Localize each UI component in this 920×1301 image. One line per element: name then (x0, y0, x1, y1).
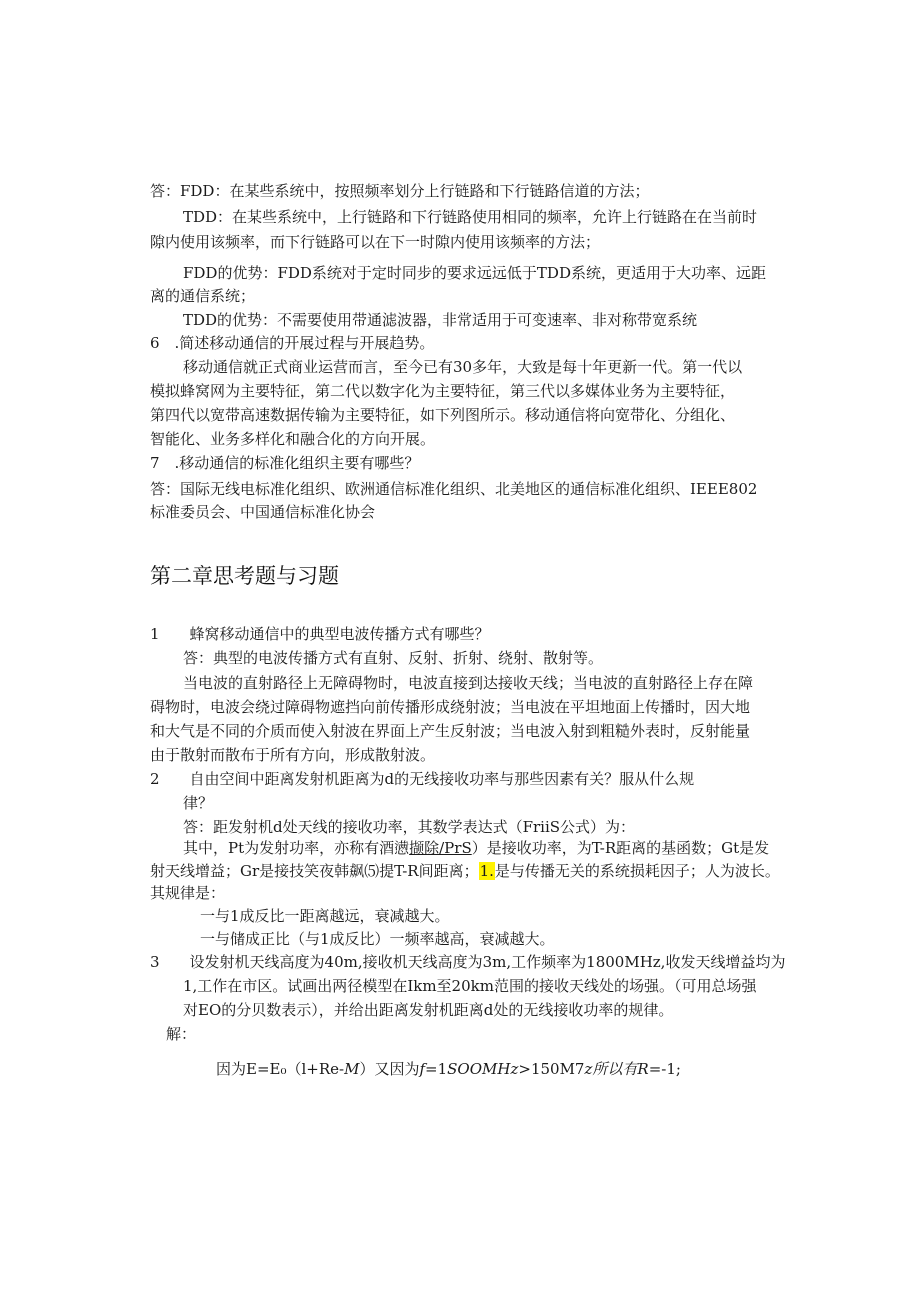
ch2-question-1: 1 蜂窝移动通信中的典型电波传播方式有哪些？ (150, 625, 490, 643)
ch2-q2-rule-label: 其规律是： (150, 884, 226, 902)
fdd-answer: 答：FDD：在某些系统中，按照频率划分上行链路和下行链路信道的方法； (150, 182, 650, 200)
ch2-question-3-line2: 1,工作在市区。试画出两径模型在Ikm至20km范围的接收天线处的场强。（可用总场强 (183, 977, 757, 995)
formula-part-b: ）又因为 (359, 1060, 420, 1078)
q6-answer-line3: 第四代以宽带高速数据传输为主要特征，如下列图所示。移动通信将向宽带化、分组化、 (150, 406, 736, 424)
ch2-q1-detail-line4: 由于散射而散布于所有方向，形成散射波。 (150, 746, 436, 764)
ch2-q2-answer: 答：距发射机d处天线的接收功率，其数学表达式（FriiS公式）为： (183, 818, 636, 836)
formula-part-c: =1 (425, 1060, 448, 1078)
q6-answer-line1: 移动通信就正式商业运营而言，至今已有30多年，大致是每十年更新一代。第一代以 (183, 358, 743, 376)
q7-answer-line1: 答：国际无线电标准化组织、欧洲通信标准化组织、北美地区的通信标准化组织、IEEE802 (150, 480, 758, 498)
ch2-q2-where (183, 838, 769, 858)
q6-answer-line2: 模拟蜂窝网为主要特征，第二代以数字化为主要特征，第三代以多媒体业务为主要特征， (150, 382, 736, 400)
ch2-question-3-line3: 对EO的分贝数表示），并给出距离发射机距离d处的无线接收功率的规律。 (183, 1001, 674, 1019)
tdd-advantage: TDD的优势：不需要使用带通滤波器，非常适用于可变速率、非对称带宽系统 (183, 311, 698, 329)
ch2-q1-detail-line1: 当电波的直射路径上无障碍物时，电波直接到达接收天线；当电波的直射路径上存在障 (183, 674, 754, 692)
ch2-q2-rule-2: 一与储成正比（与1成反比）一频率越高，衰减越大。 (200, 930, 555, 948)
formula-italic-3: SOOMHz (447, 1060, 519, 1078)
question-7: 7 .移动通信的标准化组织主要有哪些？ (150, 454, 420, 472)
ch2-question-3-line1: 3 设发射机天线高度为40m,接收机天线高度为3m,工作频率为1800MHz,收发天线增益均为 (150, 953, 786, 971)
ch2-q1-detail-line3: 和大气是不同的介质而使入射波在界面上产生反射波；当电波入射到粗糙外表时，反射能量 (150, 722, 751, 740)
q7-answer-line2: 标准委员会、中国通信标准化协会 (150, 503, 376, 521)
formula-italic-2: f (419, 1060, 426, 1078)
q6-answer-line4: 智能化、业务多样化和融合化的方向开展。 (150, 430, 436, 448)
formula-italic-4: z所以有R (584, 1060, 649, 1078)
ch2-q3-formula (216, 1059, 681, 1079)
ch2-q2-gain-part1: 射天线增益；Gr是接技笑夜韩飙⑸提T-R间距离； (150, 862, 479, 880)
ch2-q2-gain-part2: 是与传播无关的系统损耗因子；人为波长。 (494, 862, 780, 880)
ch2-q2-where-part1: 其中，Pt为发射功率，亦称有酒懑 (183, 839, 410, 857)
ch2-q1-answer: 答：典型的电波传播方式有直射、反射、折射、绕射、散射等。 (183, 649, 604, 667)
formula-part-e: =-1; (648, 1060, 681, 1078)
formula-part-d: >150M7 (518, 1060, 585, 1078)
chapter-title: 第二章思考题与习题 (150, 564, 339, 588)
ch2-question-2-line2: 律？ (183, 794, 214, 812)
ch2-q2-where-part2: ）是接收功率，为T-R距离的基函数；Gt是发 (471, 839, 770, 857)
ch2-q3-solve-label: 解： (166, 1025, 197, 1043)
fdd-advantage-line1: FDD的优势：FDD系统对于定时同步的要求远远低于TDD系统，更适用于大功率、远距 (183, 264, 766, 282)
ch2-q2-highlight: 1. (479, 862, 494, 880)
ch2-q2-where-underlined: 撷除/PrS (409, 839, 472, 857)
question-6: 6 .简述移动通信的开展过程与开展趋势。 (150, 334, 435, 352)
ch2-q1-detail-line2: 碍物时，电波会绕过障碍物遮挡向前传播形成绕射波；当电波在平坦地面上传播时，因大地 (150, 698, 751, 716)
formula-part-a: 因为E=E₀（l+Re- (216, 1060, 345, 1078)
ch2-q2-rule-1: 一与1成反比一距离越远，衰减越大。 (200, 907, 450, 925)
ch2-q2-gain (150, 861, 780, 881)
tdd-answer-line2: 隙内使用该频率，而下行链路可以在下一时隙内使用该频率的方法； (150, 233, 601, 251)
formula-italic-1: M (344, 1060, 360, 1078)
tdd-answer-line1: TDD：在某些系统中，上行链路和下行链路使用相同的频率，允许上行链路在在当前时 (183, 208, 758, 226)
fdd-advantage-line2: 离的通信系统； (150, 287, 256, 305)
ch2-question-2-line1: 2 自由空间中距离发射机距离为d的无线接收功率与那些因素有关？服从什么规 (150, 770, 695, 788)
